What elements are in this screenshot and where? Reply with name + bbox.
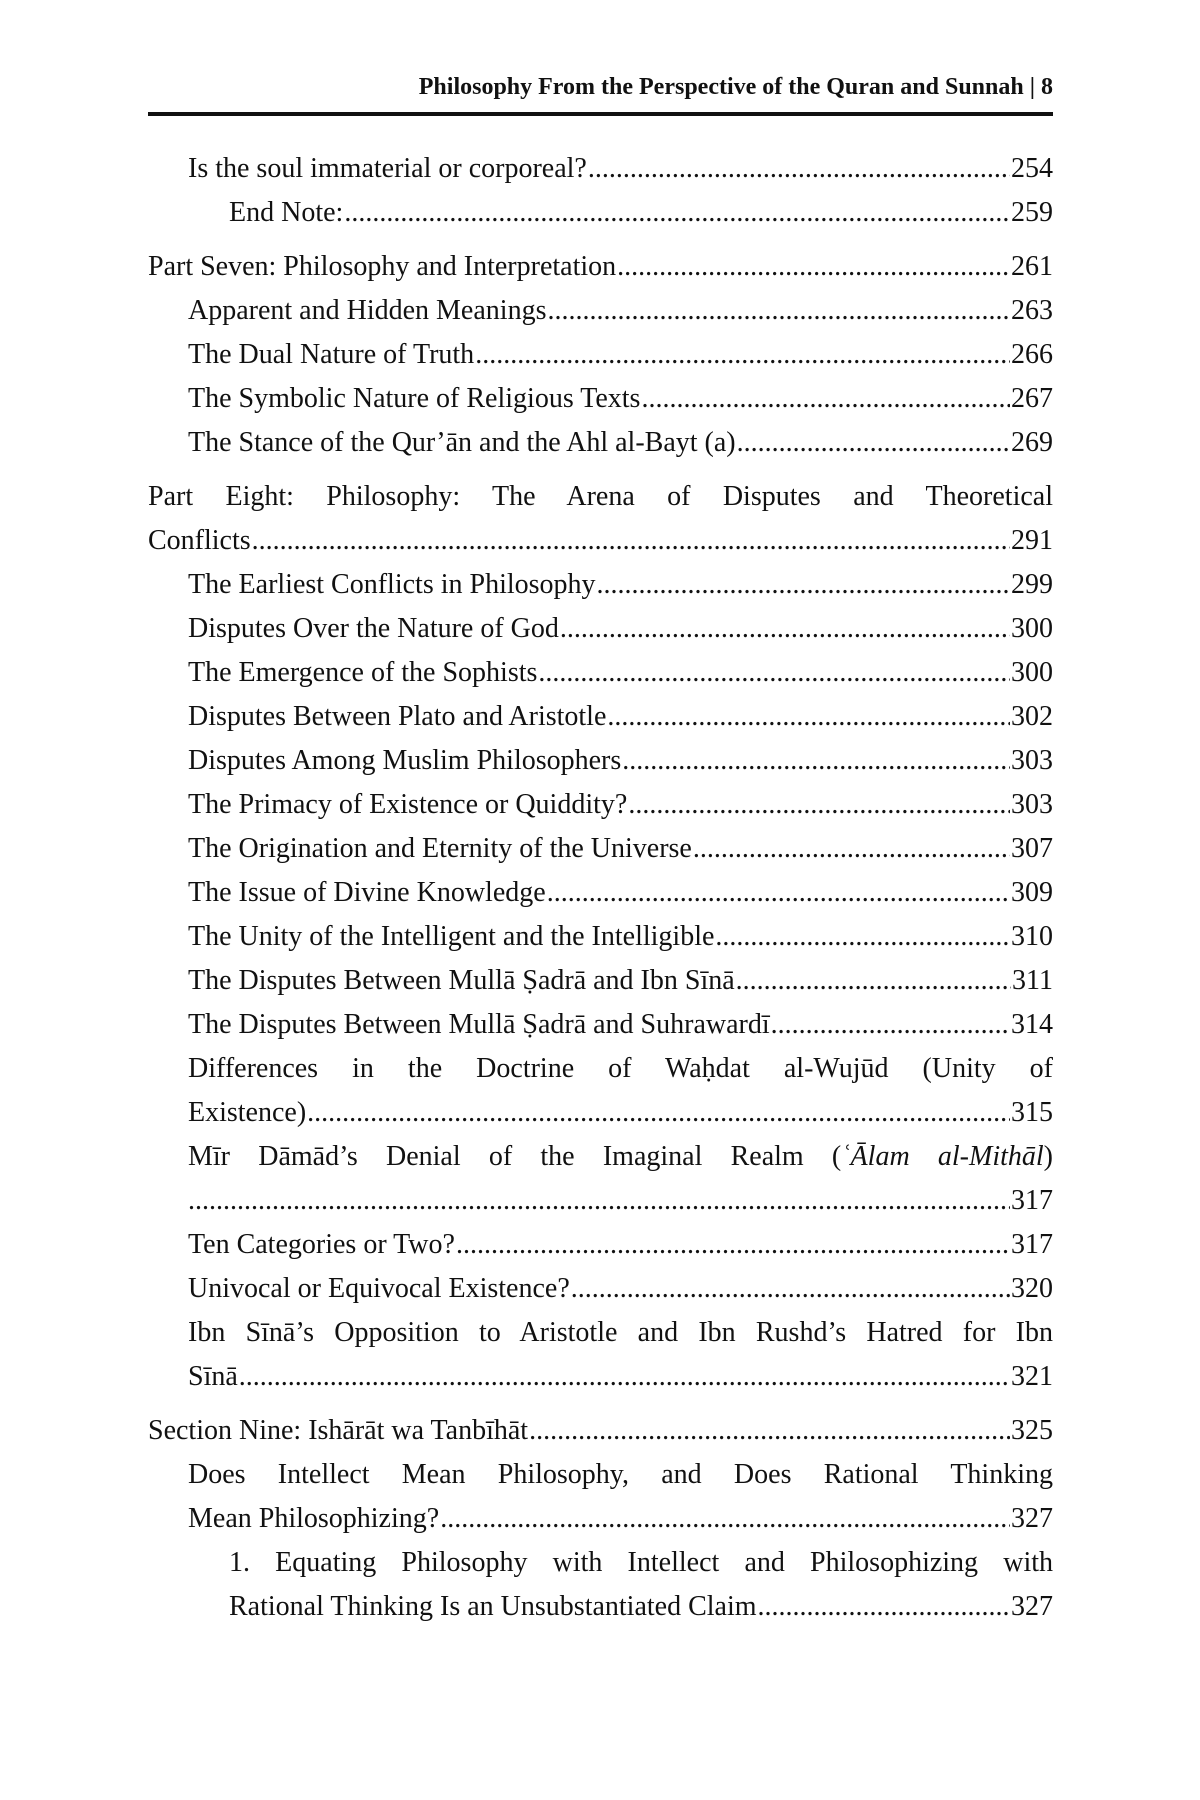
- dot-leader: [560, 607, 1010, 651]
- toc-entry: [148, 191, 1053, 235]
- dot-leader: [456, 1223, 1010, 1267]
- dot-leader: [607, 695, 1010, 739]
- toc-entry-title-italic: ʿĀlam al-Mithāl: [841, 1141, 1044, 1172]
- toc-page-number: 327: [1011, 1503, 1053, 1534]
- toc-entry-title: Univocal or Equivocal Existence?: [188, 1273, 570, 1304]
- toc-page-number: 303: [1011, 789, 1053, 820]
- toc-entry-title: The Earliest Conflicts in Philosophy: [188, 569, 596, 600]
- dot-leader: [475, 333, 1010, 377]
- toc-page-number: 310: [1011, 921, 1053, 952]
- toc-part-heading: [148, 1409, 1053, 1453]
- toc-page-number: 303: [1011, 745, 1053, 776]
- toc-entry-title-line1: 1. Equating Philosophy with Intellect and Philosophizing with: [229, 1547, 1053, 1578]
- toc-page-number: 300: [1011, 657, 1053, 688]
- toc-entry: [188, 1047, 1053, 1135]
- toc-page-number: 269: [1011, 427, 1053, 458]
- toc-entry-title: The Symbolic Nature of Religious Texts: [188, 383, 641, 414]
- toc-page-number: 291: [1011, 525, 1053, 556]
- toc-page-number: 266: [1011, 339, 1053, 370]
- running-header: Philosophy From the Perspective of the Quran and Sunnah | 8: [418, 74, 1053, 100]
- toc-page-number: 299: [1011, 569, 1053, 600]
- toc-entry-title: The Origination and Eternity of the Universe: [188, 833, 692, 864]
- toc-page-number: 320: [1011, 1273, 1053, 1304]
- toc-entry: [148, 827, 1053, 871]
- toc-entry: [148, 959, 1053, 1003]
- dot-leader: [758, 1585, 1010, 1629]
- toc-entry-title: The Disputes Between Mullā Ṣadrā and Ibn Sīnā: [188, 965, 735, 996]
- toc-page-number: 307: [1011, 833, 1053, 864]
- toc-page-number: 302: [1011, 701, 1053, 732]
- dot-leader: [693, 827, 1010, 871]
- toc-entry: [148, 607, 1053, 651]
- dot-leader: [440, 1497, 1010, 1541]
- dot-leader: [736, 959, 1011, 1003]
- toc-page-number: 300: [1011, 613, 1053, 644]
- toc-entry-title: Disputes Over the Nature of God: [188, 613, 559, 644]
- dot-leader: [622, 739, 1010, 783]
- toc-entry: [148, 739, 1053, 783]
- toc-entry-title-line2: Sīnā: [188, 1361, 238, 1392]
- toc-entry-title: The Emergence of the Sophists: [188, 657, 538, 688]
- dot-leader: [771, 1003, 1010, 1047]
- toc-entry: [148, 333, 1053, 377]
- toc-page-number: 325: [1011, 1415, 1053, 1446]
- toc-entry-title-line1: [188, 1135, 1053, 1179]
- toc-page-number: 317: [1011, 1229, 1053, 1260]
- dot-leader: [547, 871, 1010, 915]
- dot-leader: [252, 519, 1010, 563]
- toc-entry-title-line2: Mean Philosophizing?: [188, 1503, 440, 1534]
- toc-entry-title-text: Mīr Dāmād’s Denial of the Imaginal Realm (: [188, 1141, 842, 1172]
- toc-entry: [148, 651, 1053, 695]
- toc-entry: [188, 1135, 1053, 1223]
- dot-leader: [344, 191, 1010, 235]
- toc-page-number: 261: [1011, 251, 1053, 282]
- toc-page-number: 327: [1011, 1591, 1053, 1622]
- dot-leader: [571, 1267, 1010, 1311]
- toc-entry-title: The Issue of Divine Knowledge: [188, 877, 546, 908]
- toc-entry: [148, 377, 1053, 421]
- toc-entry-title: End Note:: [229, 197, 344, 228]
- dot-leader: [597, 563, 1010, 607]
- toc-part-heading: [148, 245, 1053, 289]
- toc-entry-title: Apparent and Hidden Meanings: [188, 295, 547, 326]
- toc-entry: [148, 783, 1053, 827]
- dot-leader: [239, 1355, 1010, 1399]
- toc-entry-title-line2: Conflicts: [148, 525, 251, 556]
- dot-leader: [628, 783, 1010, 827]
- dot-leader: [538, 651, 1010, 695]
- toc-page-number: 315: [1011, 1097, 1053, 1128]
- toc-entry-title-line1: Part Eight: Philosophy: The Arena of Disputes and Theoretical: [148, 481, 1053, 512]
- toc-entry: [188, 1311, 1053, 1399]
- toc-entry-title: The Stance of the Qur’ān and the Ahl al-Bayt (a): [188, 427, 736, 458]
- toc-page-number: 321: [1011, 1361, 1053, 1392]
- toc-page-number: 311: [1012, 965, 1053, 996]
- toc-page-number: 254: [1011, 153, 1053, 184]
- dot-leader: [588, 147, 1010, 191]
- toc-entry: [148, 1003, 1053, 1047]
- dot-leader: [737, 421, 1010, 465]
- dot-leader: [188, 1179, 1010, 1223]
- toc-page-number: 314: [1011, 1009, 1053, 1040]
- toc-page-number: 263: [1011, 295, 1053, 326]
- toc-page-number: 267: [1011, 383, 1053, 414]
- toc-entry-title: Is the soul immaterial or corporeal?: [188, 153, 587, 184]
- toc-entry: [148, 289, 1053, 333]
- toc-entry-title: The Primacy of Existence or Quiddity?: [188, 789, 628, 820]
- toc-entry: [148, 871, 1053, 915]
- toc-entry-title: Section Nine: Ishārāt wa Tanbīhāt: [148, 1415, 529, 1446]
- toc-entry-title: The Disputes Between Mullā Ṣadrā and Suhrawardī: [188, 1009, 770, 1040]
- toc-entry-title-line1: Does Intellect Mean Philosophy, and Does Rational Thinking: [188, 1459, 1053, 1490]
- toc-entry-title-line2: Rational Thinking Is an Unsubstantiated Claim: [229, 1591, 757, 1622]
- toc-entry: [148, 1267, 1053, 1311]
- dot-leader: [307, 1091, 1010, 1135]
- toc-page-number: 317: [1011, 1185, 1053, 1216]
- toc-entry-title: Disputes Between Plato and Aristotle: [188, 701, 607, 732]
- toc-entry: [148, 695, 1053, 739]
- toc-entry-title: Part Seven: Philosophy and Interpretation: [148, 251, 617, 282]
- header-rule: [148, 112, 1053, 116]
- toc-entry-title: The Unity of the Intelligent and the Intelligible: [188, 921, 715, 952]
- toc-entry: [229, 1541, 1053, 1629]
- toc-page-number: 309: [1011, 877, 1053, 908]
- dot-leader: [547, 289, 1010, 333]
- toc-part-heading: [148, 475, 1053, 563]
- toc-entry: [148, 421, 1053, 465]
- toc-page-number: 259: [1011, 197, 1053, 228]
- toc-entry-title-line2: Existence): [188, 1097, 307, 1128]
- toc-entry-title: Ten Categories or Two?: [188, 1229, 455, 1260]
- dot-leader: [641, 377, 1010, 421]
- table-of-contents: [148, 147, 1053, 1629]
- toc-entry: [188, 1453, 1053, 1541]
- toc-entry: [148, 563, 1053, 607]
- toc-entry: [148, 1223, 1053, 1267]
- dot-leader: [617, 245, 1010, 289]
- dot-leader: [715, 915, 1010, 959]
- dot-leader: [529, 1409, 1010, 1453]
- toc-entry: [148, 915, 1053, 959]
- toc-entry-title: Disputes Among Muslim Philosophers: [188, 745, 622, 776]
- toc-entry-title: The Dual Nature of Truth: [188, 339, 475, 370]
- toc-entry-title-line1: Differences in the Doctrine of Waḥdat al-Wujūd (Unity of: [188, 1053, 1053, 1084]
- toc-entry-title-line1: Ibn Sīnā’s Opposition to Aristotle and Ibn Rushd’s Hatred for Ibn: [188, 1317, 1053, 1348]
- toc-entry: [148, 147, 1053, 191]
- toc-entry-title-text: ): [1043, 1141, 1053, 1172]
